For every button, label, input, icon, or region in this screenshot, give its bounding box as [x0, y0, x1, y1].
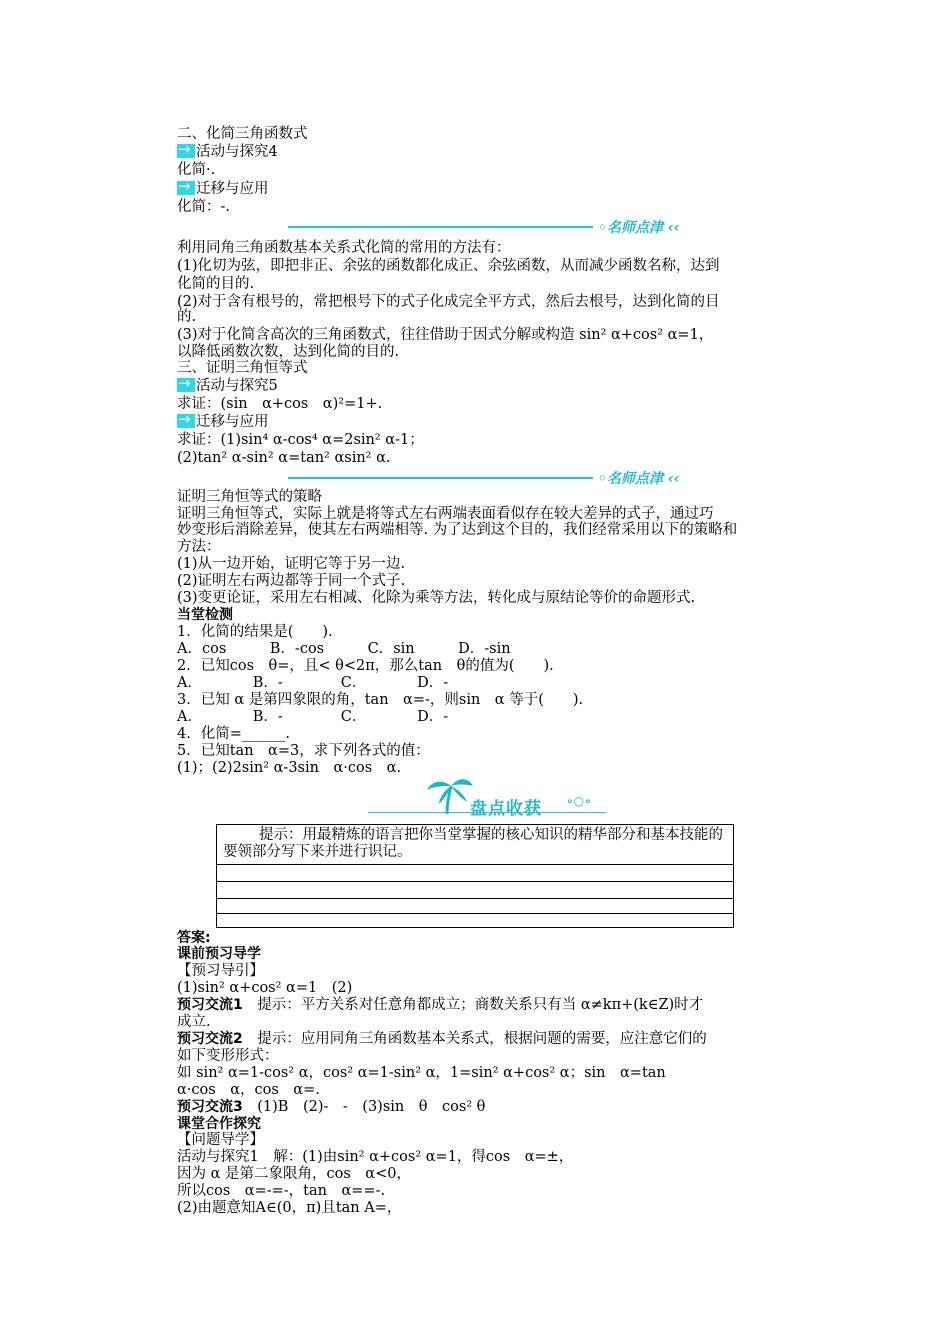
note-line — [217, 864, 733, 865]
activity1-c: 所以cos α=-=-，tan α==-. — [177, 1183, 386, 1199]
tips1-p3a: (3)对于化简含高次的三角函数式，往往借助于因式分解或构造 sin² α+cos² α=1， — [177, 327, 714, 343]
arrow-right-icon — [177, 414, 195, 428]
exchange2-c: 如 sin² α=1-cos² α，cos² α=1-sin² α，1=sin² α+cos² α；sin α=tan — [177, 1065, 666, 1081]
summary-notes-box — [216, 824, 734, 928]
activity4-heading: →活动与探究4 — [177, 144, 278, 161]
transfer-heading-2: →迁移与应用 — [177, 414, 269, 431]
exchange3: 预习交流3 (1)B (2)- - (3)sin θ cos² θ — [177, 1099, 486, 1115]
note-line — [217, 913, 733, 914]
tips2-p1c: 方法： — [177, 539, 221, 555]
tips2-m3: (3)变更论证，采用左右相减、化除为乘等方法，转化成与原结论等价的命题形式. — [177, 590, 696, 606]
tips2-p1b: 妙变形后消除差异，使其左右两端相等. 为了达到这个目的，我们经常采用以下的策略和 — [177, 522, 738, 538]
check-q1: 1．化简的结果是( ). — [177, 624, 333, 640]
arrow-right-icon — [177, 378, 195, 392]
exchange2-b: 如下变形形式： — [177, 1048, 279, 1064]
check-q2: 2．已知cos θ=，且< θ<2π，那么tan θ的值为( ). — [177, 658, 554, 674]
pre-study-title: 课前预习导学 — [177, 946, 261, 962]
tips2-m2: (2)证明左右两边都等于同一个式子. — [177, 573, 406, 589]
activity5-heading: →活动与探究5 — [177, 378, 278, 395]
tips2-m1: (1)从一边开始，证明它等于另一边. — [177, 556, 406, 572]
transfer-question-2b: (2)tan² α-sin² α=tan² αsin² α. — [177, 450, 391, 466]
activity4-question: 化简·. — [177, 162, 216, 178]
exchange1-b: 成立. — [177, 1014, 211, 1030]
check-q1-options: A．cos B．-cos C．sin D．-sin — [177, 641, 511, 657]
check-title: 当堂检测 — [177, 607, 233, 623]
tips1-p2a: (2)对于含有根号的，常把根号下的式子化成完全平方式，然后去根号，达到化简的目 — [177, 294, 720, 310]
activity1-b: 因为 α 是第二象限角，cos α<0， — [177, 1166, 411, 1182]
palm-tree-icon — [425, 776, 475, 816]
transfer-heading-1: →迁移与应用 — [177, 181, 269, 198]
answers-title: 答案: — [177, 930, 211, 946]
teacher-tips-badge: ◦名师点津 ‹‹ — [598, 471, 680, 487]
exchange1: 预习交流1 提示：平方关系对任意角都成立；商数关系只有当 α≠kπ+(k∈Z)时才 — [177, 997, 704, 1013]
divider-line — [288, 477, 593, 479]
tips1-p1a: (1)化切为弦，即把非正、余弦的函数都化成正、余弦函数，从而减少函数名称，达到 — [177, 258, 720, 274]
class-explore-title: 课堂合作探究 — [177, 1116, 261, 1132]
check-q2-options: A． B．- C． D．- — [177, 675, 449, 691]
transfer-question-2a: 求证：(1)sin⁴ α-cos⁴ α=2sin² α-1； — [177, 432, 424, 448]
check-q4: 4．化简=______. — [177, 726, 290, 742]
activity5-question: 求证：(sin α+cos α)²=1+. — [177, 396, 383, 412]
arrow-right-icon — [177, 181, 195, 195]
summary-tip: 提示：用最精炼的语言把你当堂掌握的核心知识的精华部分和基本技能的要领部分写下来并进行识记。 — [223, 827, 723, 860]
tips1-p1b: 化简的目的. — [177, 276, 255, 292]
check-q5-sub: (1)；(2)2sin² α-3sin α·cos α. — [177, 760, 402, 776]
check-q5: 5．已知tan α=3，求下列各式的值： — [177, 743, 430, 759]
transfer-question-1: 化简：-. — [177, 199, 231, 215]
teacher-tips-badge: ◦名师点津 ‹‹ — [598, 220, 680, 236]
pre-guide-answer: (1)sin² α+cos² α=1 (2) — [177, 980, 353, 996]
bubble-decoration: ∘○∘ — [566, 794, 592, 808]
pre-guide-heading: 【预习导引】 — [177, 963, 264, 979]
tips1-p3b: 以降低函数次数，达到化简的目的. — [177, 344, 400, 360]
tips1-intro: 利用同角三角函数基本关系式化简的常用的方法有： — [177, 240, 511, 256]
note-line — [217, 881, 733, 882]
section3-title: 三、证明三角恒等式 — [177, 360, 308, 376]
tips2-title: 证明三角恒等式的策略 — [177, 489, 322, 505]
arrow-right-icon — [177, 144, 195, 158]
question-guide-heading: 【问题导学】 — [177, 1132, 264, 1148]
tips2-p1a: 证明三角恒等式，实际上就是将等式左右两端表面看似存在较大差异的式子，通过巧 — [177, 506, 714, 522]
activity1-d: (2)由题意知A∈(0，π)且tan A=， — [177, 1200, 402, 1216]
check-q3: 3．已知 α 是第四象限的角，tan α=-，则sin α 等于( ). — [177, 692, 584, 708]
note-line — [217, 898, 733, 899]
summary-badge: 盘点收获 — [470, 799, 542, 819]
check-q3-options: A． B．- C． D．- — [177, 709, 449, 725]
exchange2: 预习交流2 提示：应用同角三角函数基本关系式，根据问题的需要，应注意它们的 — [177, 1031, 707, 1047]
divider-line — [288, 226, 593, 228]
section2-title: 二、化简三角函数式 — [177, 126, 308, 142]
activity1-a: 活动与探究1 解：(1)由sin² α+cos² α=1，得cos α=±， — [177, 1149, 574, 1165]
exchange2-d: α·cos α，cos α=. — [177, 1082, 320, 1098]
tips1-p2b: 的. — [177, 309, 197, 325]
